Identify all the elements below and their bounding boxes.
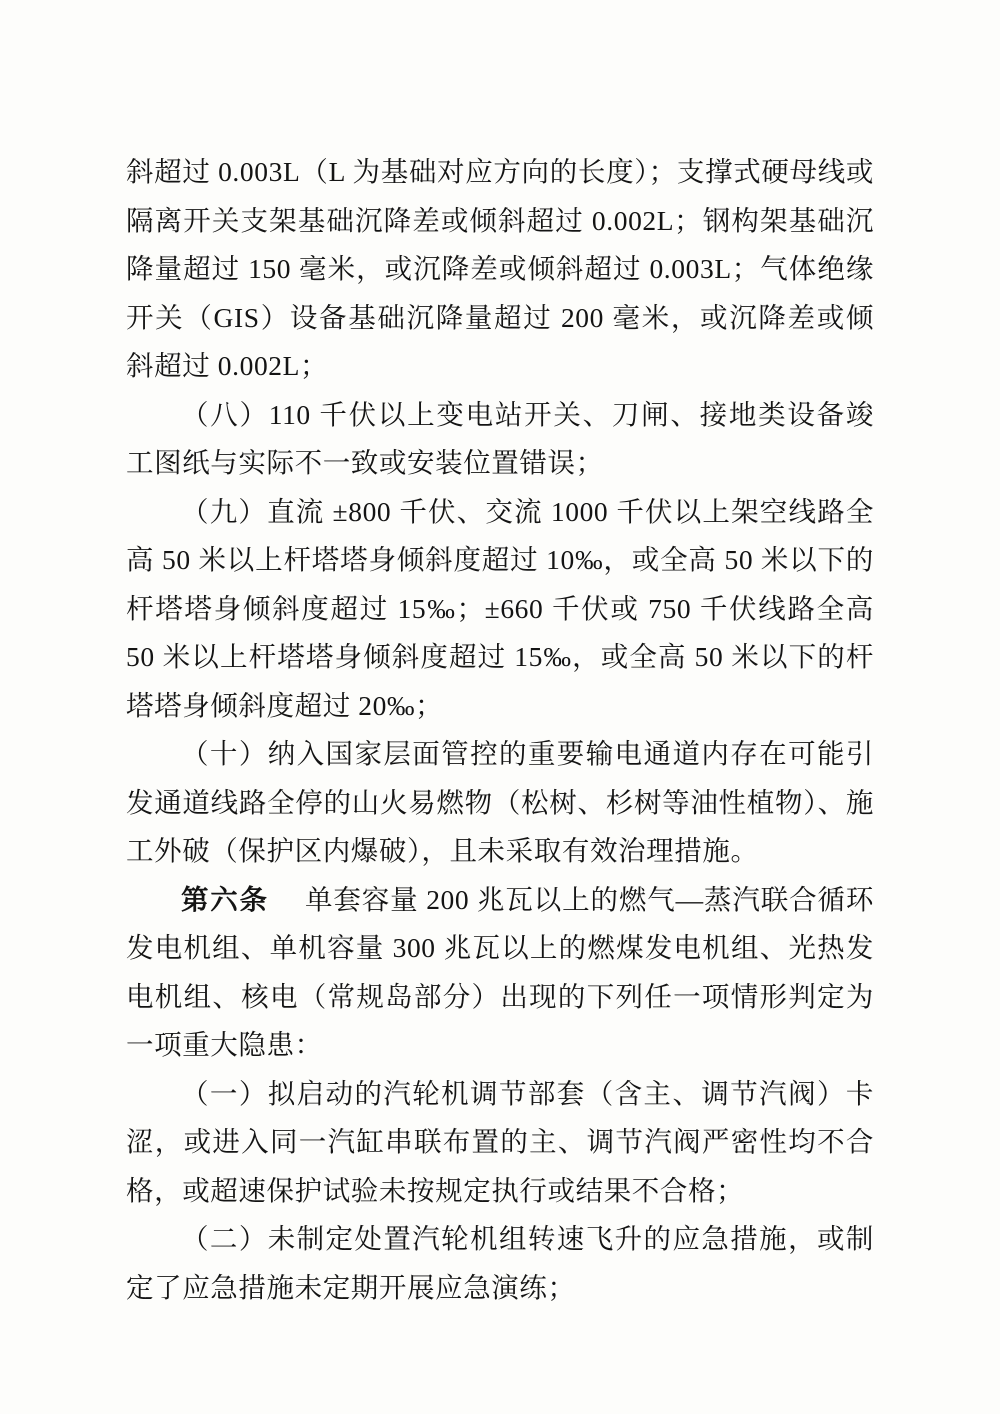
paragraph-text: （一）拟启动的汽轮机调节部套（含主、调节汽阀）卡涩，或进入同一汽缸串联布置的主、调节汽阀严密性均不合格，或超速保护试验未按规定执行或结果不合格；: [126, 1077, 874, 1206]
paragraph-item-2: [126, 1215, 874, 1312]
paragraph-item-10: [126, 730, 874, 876]
paragraph-text: （八）110 千伏以上变电站开关、刀闸、接地类设备竣工图纸与实际不一致或安装位置错误；: [126, 398, 874, 478]
paragraph-text: 单套容量 200 兆瓦以上的燃气—蒸汽联合循环发电机组、单机容量 300 兆瓦以上的燃煤发电机组、光热发电机组、核电（常规岛部分）出现的下列任一项情形判定为一项重大隐患：: [126, 883, 874, 1060]
paragraph-text: （十）纳入国家层面管控的重要输电通道内存在可能引发通道线路全停的山火易燃物（松树、杉树等油性植物）、施工外破（保护区内爆破），且未采取有效治理措施。: [126, 738, 874, 866]
paragraph-continuation: [126, 148, 874, 391]
paragraph-text: （二）未制定处置汽轮机组转速飞升的应急措施，或制定了应急措施未定期开展应急演练；: [126, 1223, 874, 1303]
paragraph-item-8: [126, 391, 874, 488]
paragraph-item-1: [126, 1070, 874, 1216]
paragraph-text: 斜超过 0.003L（L 为基础对应方向的长度）；支撑式硬母线或隔离开关支架基础沉降差或倾斜超过 0.002L；钢构架基础沉降量超过 150 毫米，或沉降差或倾斜超过 0.003L；气体绝缘开关（GIS）设备基础沉降量超过 200 毫米，或沉降差或倾斜超过 0.002L；: [126, 156, 874, 381]
document-text-body: [126, 148, 874, 1312]
article-number-label: 第六条: [181, 883, 269, 915]
paragraph-item-9: [126, 488, 874, 731]
paragraph-text: （九）直流 ±800 千伏、交流 1000 千伏以上架空线路全高 50 米以上杆塔塔身倾斜度超过 10‰，或全高 50 米以下的杆塔塔身倾斜度超过 15‰；±660 千伏或 750 千伏线路全高 50 米以上杆塔塔身倾斜度超过 15‰，或全高 50 米以下的杆塔塔身倾斜度超过 20‰；: [126, 495, 874, 721]
paragraph-article-6: [126, 876, 874, 1070]
